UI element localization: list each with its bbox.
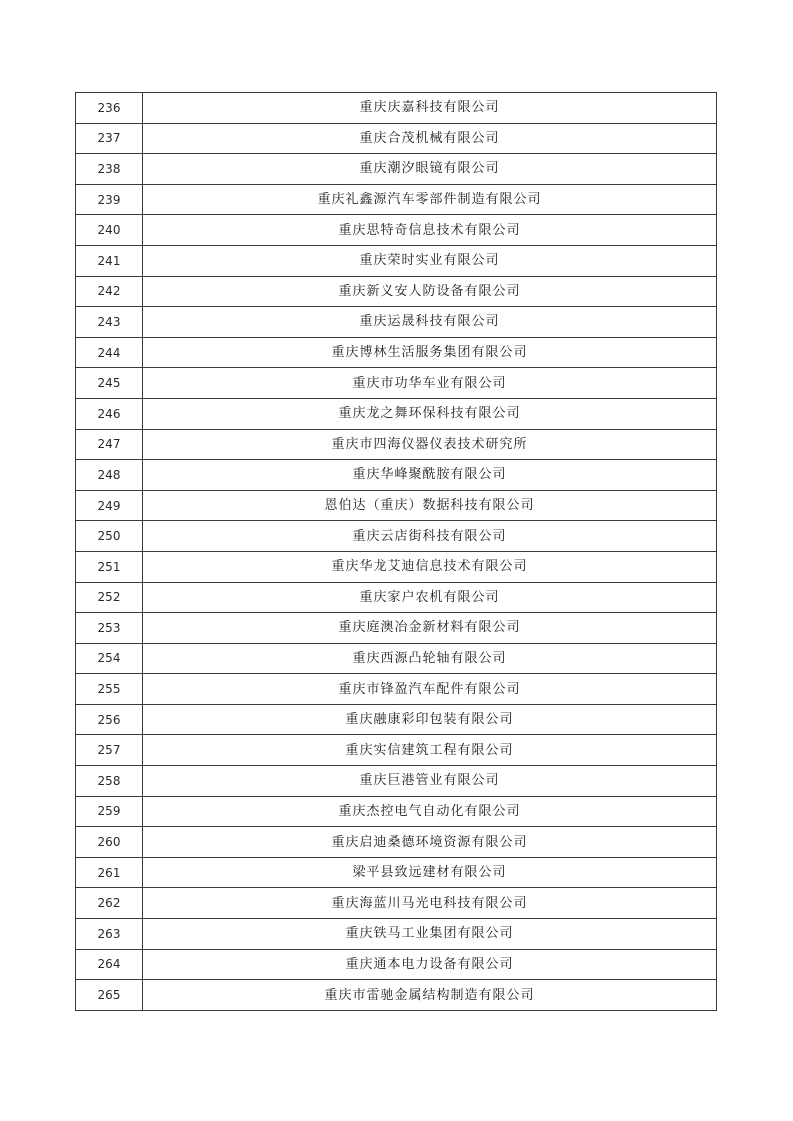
company-name-cell: 重庆博林生活服务集团有限公司 <box>143 337 717 368</box>
row-number-cell: 262 <box>76 888 143 919</box>
table-row <box>76 796 717 827</box>
row-number-cell: 245 <box>76 368 143 399</box>
row-number-cell: 256 <box>76 704 143 735</box>
company-name-cell: 重庆家户农机有限公司 <box>143 582 717 613</box>
company-name-cell: 重庆通本电力设备有限公司 <box>143 949 717 980</box>
company-name-cell: 重庆潮汐眼镜有限公司 <box>143 154 717 185</box>
row-number-cell: 258 <box>76 766 143 797</box>
table-row <box>76 827 717 858</box>
row-number-cell: 252 <box>76 582 143 613</box>
company-name-cell: 重庆新义安人防设备有限公司 <box>143 276 717 307</box>
company-name-cell: 重庆市功华车业有限公司 <box>143 368 717 399</box>
table-row <box>76 337 717 368</box>
table-row <box>76 276 717 307</box>
company-name-cell: 重庆庆嘉科技有限公司 <box>143 93 717 124</box>
table-row <box>76 93 717 124</box>
table-row <box>76 735 717 766</box>
row-number-cell: 259 <box>76 796 143 827</box>
table-row <box>76 949 717 980</box>
company-name-cell: 重庆启迪桑德环境资源有限公司 <box>143 827 717 858</box>
row-number-cell: 264 <box>76 949 143 980</box>
company-list-table <box>75 92 717 1011</box>
table-row <box>76 919 717 950</box>
row-number-cell: 248 <box>76 460 143 491</box>
row-number-cell: 238 <box>76 154 143 185</box>
table-row <box>76 245 717 276</box>
company-name-cell: 重庆融康彩印包装有限公司 <box>143 704 717 735</box>
company-name-cell: 重庆华龙艾迪信息技术有限公司 <box>143 551 717 582</box>
company-name-cell: 重庆海蓝川马光电科技有限公司 <box>143 888 717 919</box>
row-number-cell: 254 <box>76 643 143 674</box>
company-name-cell: 重庆运晟科技有限公司 <box>143 307 717 338</box>
row-number-cell: 244 <box>76 337 143 368</box>
company-name-cell: 重庆庭澳冶金新材料有限公司 <box>143 613 717 644</box>
table-row <box>76 184 717 215</box>
table-row <box>76 582 717 613</box>
table-row <box>76 857 717 888</box>
table-row <box>76 123 717 154</box>
table-row <box>76 551 717 582</box>
row-number-cell: 242 <box>76 276 143 307</box>
company-name-cell: 重庆市雷驰金属结构制造有限公司 <box>143 980 717 1011</box>
table-row <box>76 521 717 552</box>
company-list-body <box>76 93 717 1011</box>
table-row <box>76 674 717 705</box>
row-number-cell: 241 <box>76 245 143 276</box>
row-number-cell: 260 <box>76 827 143 858</box>
company-name-cell: 重庆杰控电气自动化有限公司 <box>143 796 717 827</box>
row-number-cell: 246 <box>76 398 143 429</box>
table-row <box>76 398 717 429</box>
row-number-cell: 263 <box>76 919 143 950</box>
row-number-cell: 265 <box>76 980 143 1011</box>
company-name-cell: 恩伯达（重庆）数据科技有限公司 <box>143 490 717 521</box>
company-name-cell: 重庆实信建筑工程有限公司 <box>143 735 717 766</box>
row-number-cell: 255 <box>76 674 143 705</box>
row-number-cell: 236 <box>76 93 143 124</box>
row-number-cell: 237 <box>76 123 143 154</box>
company-name-cell: 重庆市四海仪器仪表技术研究所 <box>143 429 717 460</box>
row-number-cell: 249 <box>76 490 143 521</box>
company-name-cell: 重庆龙之舞环保科技有限公司 <box>143 398 717 429</box>
table-row <box>76 307 717 338</box>
table-row <box>76 613 717 644</box>
company-name-cell: 重庆市锋盈汽车配件有限公司 <box>143 674 717 705</box>
row-number-cell: 253 <box>76 613 143 644</box>
table-row <box>76 490 717 521</box>
table-row <box>76 766 717 797</box>
company-name-cell: 重庆合茂机械有限公司 <box>143 123 717 154</box>
row-number-cell: 240 <box>76 215 143 246</box>
table-row <box>76 980 717 1011</box>
row-number-cell: 257 <box>76 735 143 766</box>
table-row <box>76 429 717 460</box>
table-row <box>76 154 717 185</box>
company-name-cell: 重庆云店街科技有限公司 <box>143 521 717 552</box>
row-number-cell: 261 <box>76 857 143 888</box>
row-number-cell: 250 <box>76 521 143 552</box>
table-row <box>76 643 717 674</box>
table-row <box>76 215 717 246</box>
table-row <box>76 368 717 399</box>
row-number-cell: 239 <box>76 184 143 215</box>
row-number-cell: 251 <box>76 551 143 582</box>
table-row <box>76 704 717 735</box>
table-row <box>76 460 717 491</box>
company-name-cell: 重庆铁马工业集团有限公司 <box>143 919 717 950</box>
company-name-cell: 重庆思特奇信息技术有限公司 <box>143 215 717 246</box>
company-name-cell: 重庆西源凸轮轴有限公司 <box>143 643 717 674</box>
company-name-cell: 重庆荣时实业有限公司 <box>143 245 717 276</box>
row-number-cell: 243 <box>76 307 143 338</box>
company-name-cell: 梁平县致远建材有限公司 <box>143 857 717 888</box>
row-number-cell: 247 <box>76 429 143 460</box>
company-name-cell: 重庆礼鑫源汽车零部件制造有限公司 <box>143 184 717 215</box>
company-name-cell: 重庆巨港管业有限公司 <box>143 766 717 797</box>
table-row <box>76 888 717 919</box>
company-name-cell: 重庆华峰聚酰胺有限公司 <box>143 460 717 491</box>
